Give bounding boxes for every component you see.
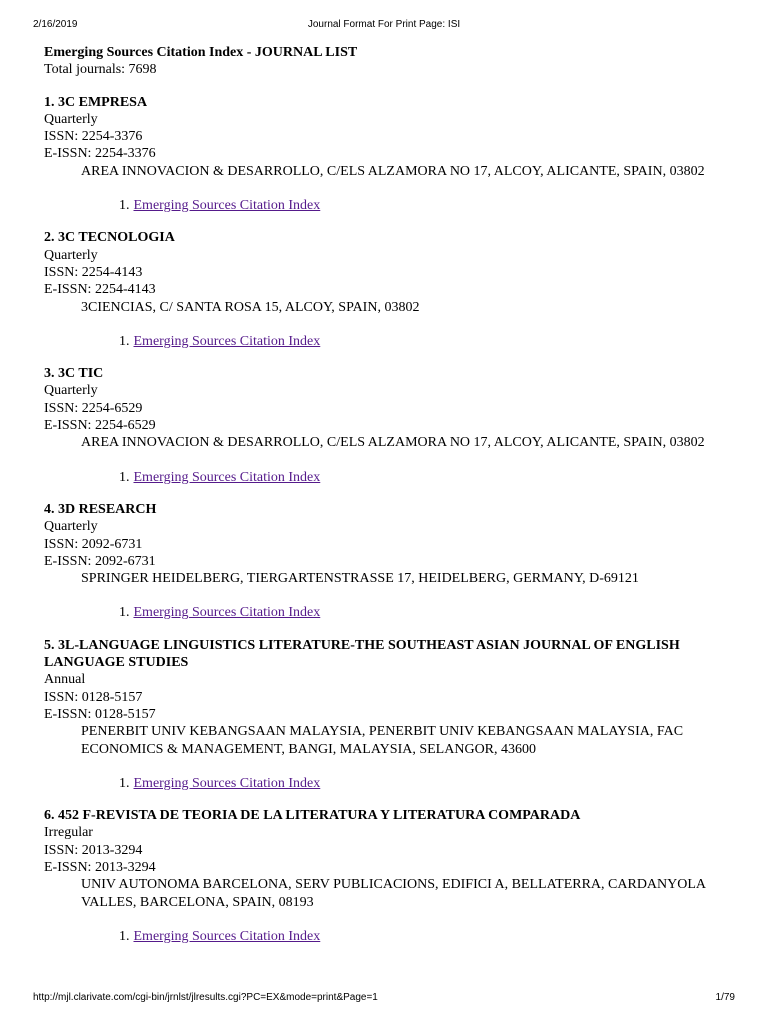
coverage-item bbox=[119, 928, 734, 945]
coverage-number: 1. bbox=[119, 928, 130, 944]
journal-eissn: E-ISSN: 0128-5157 bbox=[44, 706, 156, 722]
journal-address: UNIV AUTONOMA BARCELONA, SERV PUBLICACIONS, EDIFICI A, BELLATERRA, CARDANYOLA VALLES, BARCELONA, SPAIN, 08193 bbox=[81, 877, 706, 910]
journal-title: 1. 3C EMPRESA bbox=[44, 94, 148, 110]
journal-frequency: Quarterly bbox=[44, 519, 98, 535]
print-page-title: Journal Format For Print Page: ISI bbox=[307, 19, 461, 30]
journal-entry bbox=[44, 229, 734, 350]
journal-eissn: E-ISSN: 2013-3294 bbox=[44, 859, 156, 875]
coverage-item bbox=[119, 197, 734, 214]
coverage-number: 1. bbox=[119, 469, 130, 485]
coverage-list bbox=[44, 928, 734, 945]
journal-address: 3CIENCIAS, C/ SANTA ROSA 15, ALCOY, SPAIN, 03802 bbox=[81, 299, 420, 315]
print-date: 2/16/2019 bbox=[33, 19, 78, 30]
coverage-number: 1. bbox=[119, 198, 130, 214]
coverage-link[interactable]: Emerging Sources Citation Index bbox=[133, 928, 321, 944]
journal-frequency: Irregular bbox=[44, 825, 93, 841]
journal-issn: ISSN: 2092-6731 bbox=[44, 536, 143, 552]
journal-title: 4. 3D RESEARCH bbox=[44, 501, 157, 517]
journal-issn: ISSN: 2254-6529 bbox=[44, 400, 143, 416]
journal-entries bbox=[44, 94, 734, 946]
journal-list bbox=[44, 44, 734, 945]
total-journals: Total journals: 7698 bbox=[44, 62, 157, 78]
journal-address: AREA INNOVACION & DESARROLLO, C/ELS ALZAMORA NO 17, ALCOY, ALICANTE, SPAIN, 03802 bbox=[81, 163, 705, 179]
coverage-item bbox=[119, 333, 734, 350]
coverage-link[interactable]: Emerging Sources Citation Index bbox=[133, 469, 321, 485]
journal-issn: ISSN: 2254-3376 bbox=[44, 129, 143, 145]
journal-entry bbox=[44, 501, 734, 622]
coverage-list bbox=[44, 333, 734, 350]
coverage-number: 1. bbox=[119, 775, 130, 791]
coverage-item bbox=[119, 604, 734, 621]
journal-address: AREA INNOVACION & DESARROLLO, C/ELS ALZAMORA NO 17, ALCOY, ALICANTE, SPAIN, 03802 bbox=[81, 435, 705, 451]
coverage-list bbox=[44, 775, 734, 792]
journal-issn: ISSN: 0128-5157 bbox=[44, 689, 143, 705]
print-footer bbox=[0, 991, 768, 1005]
journal-entry bbox=[44, 365, 734, 486]
journal-title: 3. 3C TIC bbox=[44, 366, 104, 382]
coverage-item bbox=[119, 775, 734, 792]
journal-entry bbox=[44, 94, 734, 215]
journal-eissn: E-ISSN: 2092-6731 bbox=[44, 553, 156, 569]
journal-frequency: Annual bbox=[44, 672, 86, 688]
journal-eissn: E-ISSN: 2254-4143 bbox=[44, 282, 156, 298]
coverage-item bbox=[119, 469, 734, 486]
journal-frequency: Quarterly bbox=[44, 111, 98, 127]
page-number: 1/79 bbox=[715, 992, 735, 1003]
journal-title: 5. 3L-LANGUAGE LINGUISTICS LITERATURE-THE SOUTHEAST ASIAN JOURNAL OF ENGLISH LANGUAGE STUDIES bbox=[44, 637, 680, 671]
coverage-list bbox=[44, 469, 734, 486]
journal-eissn: E-ISSN: 2254-3376 bbox=[44, 146, 156, 162]
page-title: Emerging Sources Citation Index - JOURNAL LIST bbox=[44, 45, 358, 60]
journal-issn: ISSN: 2013-3294 bbox=[44, 842, 143, 858]
journal-entry bbox=[44, 807, 734, 945]
coverage-list bbox=[44, 197, 734, 214]
coverage-link[interactable]: Emerging Sources Citation Index bbox=[133, 775, 321, 791]
journal-frequency: Quarterly bbox=[44, 383, 98, 399]
journal-address: PENERBIT UNIV KEBANGSAAN MALAYSIA, PENERBIT UNIV KEBANGSAAN MALAYSIA, FAC ECONOMICS & MANAGEMENT, BANGI, MALAYSIA, SELANGOR, 43600 bbox=[81, 724, 684, 757]
journal-entry bbox=[44, 637, 734, 792]
print-header bbox=[0, 18, 768, 32]
journal-title: 6. 452 F-REVISTA DE TEORIA DE LA LITERATURA Y LITERATURA COMPARADA bbox=[44, 808, 581, 824]
journal-title: 2. 3C TECNOLOGIA bbox=[44, 230, 175, 246]
coverage-link[interactable]: Emerging Sources Citation Index bbox=[133, 333, 321, 349]
print-url: http://mjl.clarivate.com/cgi-bin/jrnlst/jlresults.cgi?PC=EX&mode=print&Page=1 bbox=[33, 992, 378, 1003]
coverage-link[interactable]: Emerging Sources Citation Index bbox=[133, 198, 321, 214]
coverage-number: 1. bbox=[119, 605, 130, 621]
journal-eissn: E-ISSN: 2254-6529 bbox=[44, 418, 156, 434]
coverage-number: 1. bbox=[119, 333, 130, 349]
coverage-link[interactable]: Emerging Sources Citation Index bbox=[133, 605, 321, 621]
journal-frequency: Quarterly bbox=[44, 247, 98, 263]
coverage-list bbox=[44, 604, 734, 621]
journal-issn: ISSN: 2254-4143 bbox=[44, 264, 143, 280]
journal-address: SPRINGER HEIDELBERG, TIERGARTENSTRASSE 17, HEIDELBERG, GERMANY, D-69121 bbox=[81, 571, 639, 587]
